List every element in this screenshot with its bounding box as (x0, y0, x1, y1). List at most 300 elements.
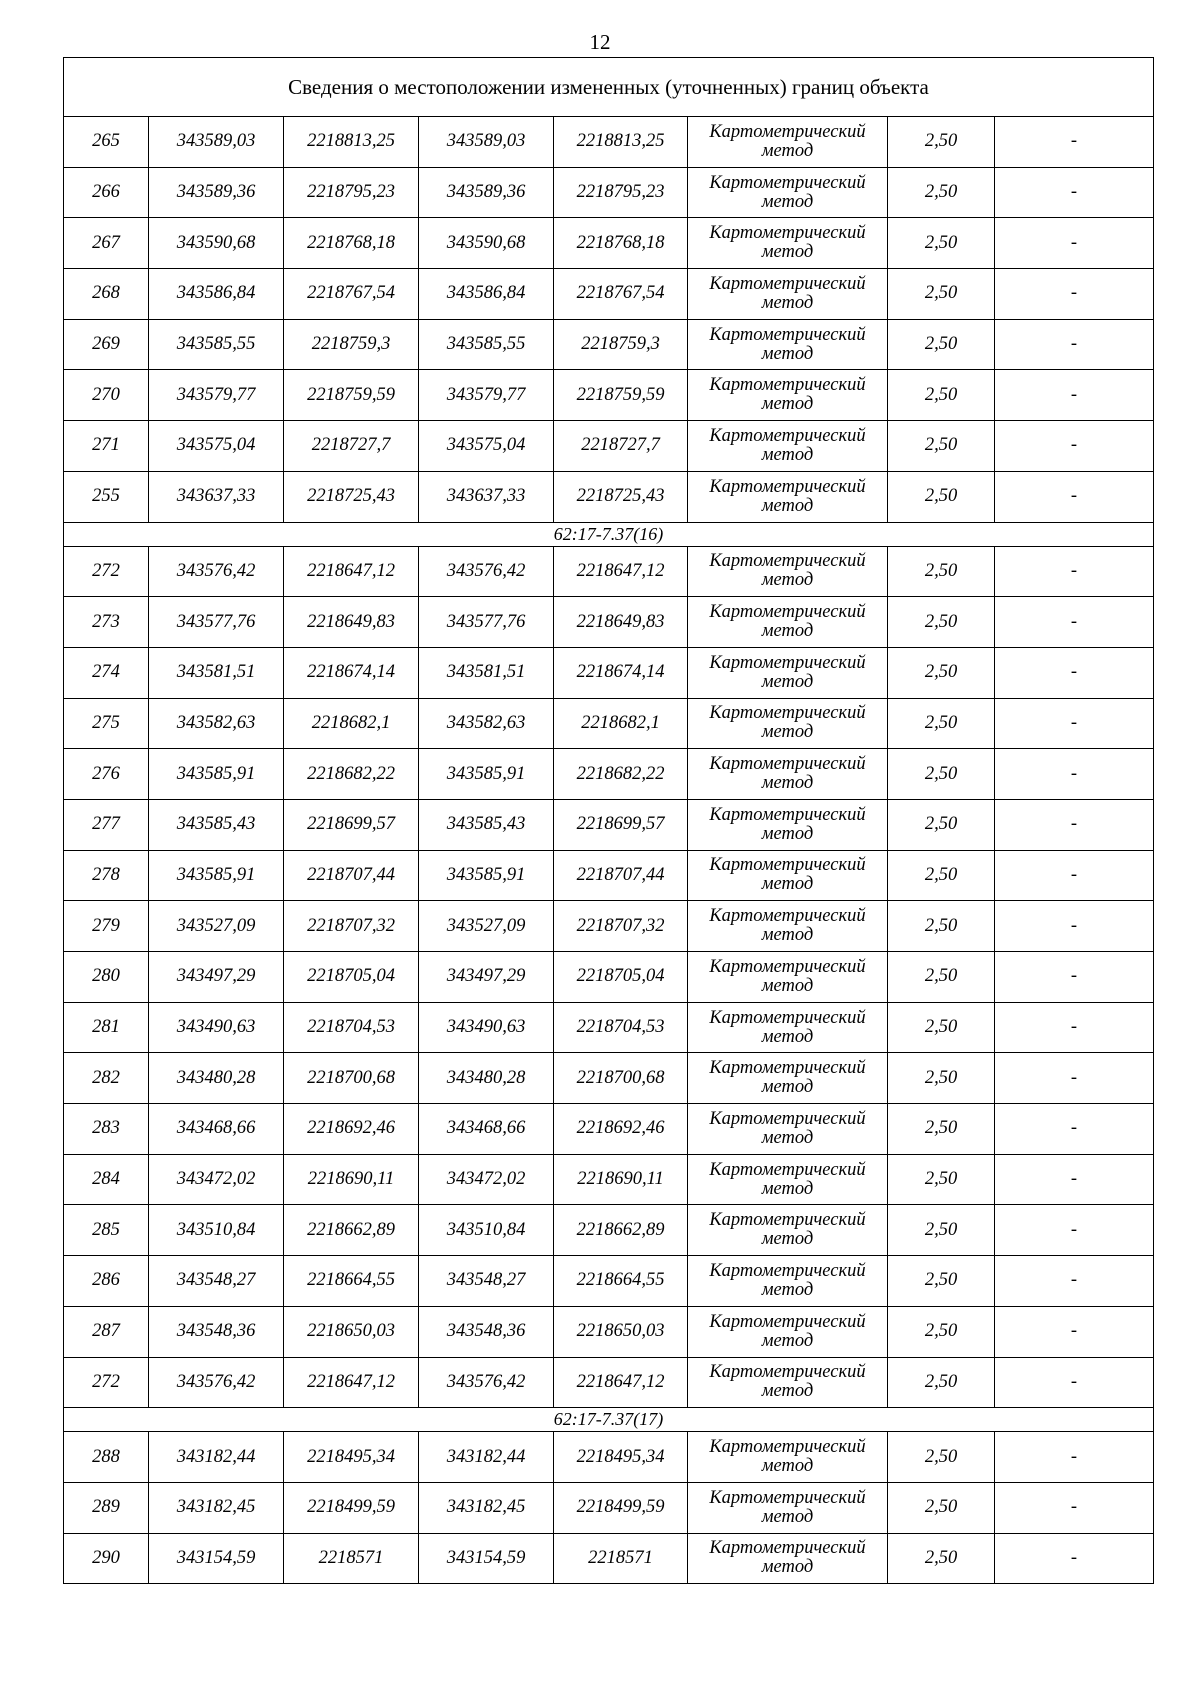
accuracy-cell: 2,50 (888, 421, 995, 472)
method-cell (688, 1205, 888, 1256)
existing-y-cell: 2218727,7 (284, 421, 419, 472)
existing-y-cell: 2218767,54 (284, 269, 419, 320)
accuracy-cell: 2,50 (888, 749, 995, 800)
group-label-row (64, 522, 1154, 546)
table-row (64, 167, 1154, 218)
point-number-cell: 281 (64, 1002, 149, 1053)
accuracy-cell: 2,50 (888, 952, 995, 1003)
existing-x-cell: 343589,36 (149, 167, 284, 218)
method-line-1: Картометрический (709, 1437, 866, 1458)
accuracy-cell: 2,50 (888, 269, 995, 320)
refined-y-cell: 2218650,03 (554, 1306, 688, 1357)
existing-y-cell: 2218699,57 (284, 799, 419, 850)
existing-x-cell: 343579,77 (149, 370, 284, 421)
method-line-1: Картометрический (709, 1487, 866, 1508)
method-line-2: метод (761, 621, 814, 642)
point-number-cell: 283 (64, 1104, 149, 1155)
refined-x-cell: 343472,02 (419, 1154, 554, 1205)
existing-x-cell: 343576,42 (149, 1357, 284, 1408)
existing-y-cell: 2218707,32 (284, 901, 419, 952)
method-cell (688, 218, 888, 269)
method-cell (688, 117, 888, 168)
table-row (64, 1002, 1154, 1053)
note-cell: - (995, 117, 1154, 168)
existing-x-cell: 343585,55 (149, 319, 284, 370)
method-line-2: метод (761, 1229, 814, 1250)
existing-x-cell: 343182,44 (149, 1432, 284, 1483)
table-row (64, 901, 1154, 952)
table-row (64, 1432, 1154, 1483)
point-number-cell: 275 (64, 698, 149, 749)
point-number-cell: 276 (64, 749, 149, 800)
method-line-2: метод (761, 1330, 814, 1351)
existing-x-cell: 343468,66 (149, 1104, 284, 1155)
method-line-2: метод (761, 1279, 814, 1300)
table-row (64, 1256, 1154, 1307)
note-cell: - (995, 1154, 1154, 1205)
refined-x-cell: 343182,44 (419, 1432, 554, 1483)
accuracy-cell: 2,50 (888, 1002, 995, 1053)
existing-x-cell: 343576,42 (149, 546, 284, 597)
note-cell: - (995, 218, 1154, 269)
table-row (64, 1053, 1154, 1104)
point-number-cell: 284 (64, 1154, 149, 1205)
accuracy-cell: 2,50 (888, 319, 995, 370)
method-line-1: Картометрический (709, 1058, 866, 1079)
method-line-2: метод (761, 1381, 814, 1402)
existing-y-cell: 2218705,04 (284, 952, 419, 1003)
method-line-2: метод (761, 1456, 814, 1477)
refined-x-cell: 343577,76 (419, 597, 554, 648)
note-cell: - (995, 421, 1154, 472)
method-cell (688, 319, 888, 370)
method-line-2: метод (761, 671, 814, 692)
method-line-2: метод (761, 495, 814, 516)
method-line-1: Картометрический (709, 602, 866, 623)
point-number-cell: 255 (64, 471, 149, 522)
point-number-cell: 269 (64, 319, 149, 370)
existing-y-cell: 2218664,55 (284, 1256, 419, 1307)
existing-y-cell: 2218674,14 (284, 647, 419, 698)
note-cell: - (995, 1256, 1154, 1307)
existing-x-cell: 343154,59 (149, 1533, 284, 1584)
method-cell (688, 647, 888, 698)
method-line-1: Картометрический (709, 703, 866, 724)
note-cell: - (995, 167, 1154, 218)
existing-y-cell: 2218700,68 (284, 1053, 419, 1104)
refined-x-cell: 343576,42 (419, 546, 554, 597)
refined-y-cell: 2218647,12 (554, 1357, 688, 1408)
method-cell (688, 1053, 888, 1104)
note-cell: - (995, 901, 1154, 952)
method-cell (688, 850, 888, 901)
method-line-1: Картометрический (709, 172, 866, 193)
refined-x-cell: 343548,27 (419, 1256, 554, 1307)
method-cell (688, 698, 888, 749)
group-label: 62:17-7.37(17) (64, 1408, 1154, 1432)
refined-x-cell: 343589,03 (419, 117, 554, 168)
accuracy-cell: 2,50 (888, 1053, 995, 1104)
existing-x-cell: 343182,45 (149, 1482, 284, 1533)
existing-y-cell: 2218704,53 (284, 1002, 419, 1053)
note-cell: - (995, 1432, 1154, 1483)
refined-x-cell: 343575,04 (419, 421, 554, 472)
point-number-cell: 287 (64, 1306, 149, 1357)
method-line-2: метод (761, 925, 814, 946)
table-row (64, 370, 1154, 421)
point-number-cell: 272 (64, 546, 149, 597)
group-label-row (64, 1408, 1154, 1432)
table-row (64, 698, 1154, 749)
method-line-1: Картометрический (709, 1007, 866, 1028)
existing-x-cell: 343577,76 (149, 597, 284, 648)
accuracy-cell: 2,50 (888, 1533, 995, 1584)
method-cell (688, 952, 888, 1003)
existing-x-cell: 343472,02 (149, 1154, 284, 1205)
refined-y-cell: 2218768,18 (554, 218, 688, 269)
method-line-1: Картометрический (709, 855, 866, 876)
accuracy-cell: 2,50 (888, 1104, 995, 1155)
existing-x-cell: 343497,29 (149, 952, 284, 1003)
refined-x-cell: 343480,28 (419, 1053, 554, 1104)
existing-y-cell: 2218759,59 (284, 370, 419, 421)
existing-x-cell: 343581,51 (149, 647, 284, 698)
method-cell (688, 749, 888, 800)
refined-y-cell: 2218795,23 (554, 167, 688, 218)
method-line-1: Картометрический (709, 1108, 866, 1129)
refined-x-cell: 343582,63 (419, 698, 554, 749)
coordinates-table (63, 57, 1154, 1584)
method-line-2: метод (761, 1178, 814, 1199)
point-number-cell: 280 (64, 952, 149, 1003)
method-cell (688, 1432, 888, 1483)
refined-y-cell: 2218682,1 (554, 698, 688, 749)
refined-x-cell: 343576,42 (419, 1357, 554, 1408)
accuracy-cell: 2,50 (888, 167, 995, 218)
existing-x-cell: 343585,91 (149, 749, 284, 800)
existing-y-cell: 2218571 (284, 1533, 419, 1584)
note-cell: - (995, 319, 1154, 370)
point-number-cell: 288 (64, 1432, 149, 1483)
table-row (64, 218, 1154, 269)
accuracy-cell: 2,50 (888, 850, 995, 901)
method-cell (688, 167, 888, 218)
method-line-1: Картометрический (709, 375, 866, 396)
method-line-2: метод (761, 773, 814, 794)
accuracy-cell: 2,50 (888, 597, 995, 648)
table-row (64, 1104, 1154, 1155)
point-number-cell: 266 (64, 167, 149, 218)
method-cell (688, 546, 888, 597)
refined-x-cell: 343590,68 (419, 218, 554, 269)
method-cell (688, 799, 888, 850)
table-row (64, 1306, 1154, 1357)
refined-x-cell: 343182,45 (419, 1482, 554, 1533)
table-row (64, 1357, 1154, 1408)
accuracy-cell: 2,50 (888, 1154, 995, 1205)
method-cell (688, 421, 888, 472)
accuracy-cell: 2,50 (888, 901, 995, 952)
existing-x-cell: 343575,04 (149, 421, 284, 472)
accuracy-cell: 2,50 (888, 799, 995, 850)
method-line-2: метод (761, 570, 814, 591)
method-line-1: Картометрический (709, 1311, 866, 1332)
method-cell (688, 1256, 888, 1307)
note-cell: - (995, 698, 1154, 749)
accuracy-cell: 2,50 (888, 647, 995, 698)
method-cell (688, 1002, 888, 1053)
note-cell: - (995, 597, 1154, 648)
point-number-cell: 265 (64, 117, 149, 168)
point-number-cell: 282 (64, 1053, 149, 1104)
refined-x-cell: 343497,29 (419, 952, 554, 1003)
method-line-2: метод (761, 1026, 814, 1047)
table-row (64, 952, 1154, 1003)
refined-y-cell: 2218690,11 (554, 1154, 688, 1205)
refined-x-cell: 343637,33 (419, 471, 554, 522)
method-line-2: метод (761, 140, 814, 161)
note-cell: - (995, 1533, 1154, 1584)
table-row (64, 1154, 1154, 1205)
table-row (64, 799, 1154, 850)
table-row (64, 1482, 1154, 1533)
existing-y-cell: 2218682,22 (284, 749, 419, 800)
existing-x-cell: 343637,33 (149, 471, 284, 522)
method-line-2: метод (761, 242, 814, 263)
method-cell (688, 1533, 888, 1584)
method-cell (688, 269, 888, 320)
method-line-1: Картометрический (709, 1538, 866, 1559)
accuracy-cell: 2,50 (888, 1357, 995, 1408)
refined-y-cell: 2218499,59 (554, 1482, 688, 1533)
method-line-2: метод (761, 1506, 814, 1527)
method-line-1: Картометрический (709, 754, 866, 775)
method-cell (688, 1357, 888, 1408)
refined-y-cell: 2218664,55 (554, 1256, 688, 1307)
method-line-2: метод (761, 874, 814, 895)
point-number-cell: 289 (64, 1482, 149, 1533)
method-line-1: Картометрический (709, 324, 866, 345)
accuracy-cell: 2,50 (888, 546, 995, 597)
refined-y-cell: 2218495,34 (554, 1432, 688, 1483)
note-cell: - (995, 471, 1154, 522)
point-number-cell: 268 (64, 269, 149, 320)
existing-x-cell: 343548,36 (149, 1306, 284, 1357)
accuracy-cell: 2,50 (888, 1256, 995, 1307)
method-cell (688, 1306, 888, 1357)
table-row (64, 117, 1154, 168)
method-line-2: метод (761, 1557, 814, 1578)
note-cell: - (995, 546, 1154, 597)
refined-y-cell: 2218704,53 (554, 1002, 688, 1053)
existing-y-cell: 2218725,43 (284, 471, 419, 522)
table-row (64, 1205, 1154, 1256)
method-cell (688, 597, 888, 648)
refined-x-cell: 343579,77 (419, 370, 554, 421)
existing-y-cell: 2218662,89 (284, 1205, 419, 1256)
table-row (64, 546, 1154, 597)
existing-x-cell: 343510,84 (149, 1205, 284, 1256)
accuracy-cell: 2,50 (888, 698, 995, 749)
refined-y-cell: 2218662,89 (554, 1205, 688, 1256)
existing-y-cell: 2218499,59 (284, 1482, 419, 1533)
table-row (64, 597, 1154, 648)
point-number-cell: 277 (64, 799, 149, 850)
point-number-cell: 267 (64, 218, 149, 269)
method-cell (688, 1154, 888, 1205)
note-cell: - (995, 1482, 1154, 1533)
note-cell: - (995, 1357, 1154, 1408)
method-line-1: Картометрический (709, 476, 866, 497)
refined-y-cell: 2218759,3 (554, 319, 688, 370)
note-cell: - (995, 1205, 1154, 1256)
note-cell: - (995, 647, 1154, 698)
existing-x-cell: 343586,84 (149, 269, 284, 320)
method-line-2: метод (761, 394, 814, 415)
refined-x-cell: 343490,63 (419, 1002, 554, 1053)
existing-y-cell: 2218707,44 (284, 850, 419, 901)
refined-y-cell: 2218647,12 (554, 546, 688, 597)
method-cell (688, 901, 888, 952)
existing-y-cell: 2218692,46 (284, 1104, 419, 1155)
method-line-1: Картометрический (709, 551, 866, 572)
existing-y-cell: 2218650,03 (284, 1306, 419, 1357)
accuracy-cell: 2,50 (888, 1482, 995, 1533)
note-cell: - (995, 1104, 1154, 1155)
note-cell: - (995, 952, 1154, 1003)
refined-y-cell: 2218692,46 (554, 1104, 688, 1155)
point-number-cell: 278 (64, 850, 149, 901)
accuracy-cell: 2,50 (888, 471, 995, 522)
table-row (64, 749, 1154, 800)
point-number-cell: 279 (64, 901, 149, 952)
point-number-cell: 272 (64, 1357, 149, 1408)
existing-x-cell: 343585,43 (149, 799, 284, 850)
point-number-cell: 290 (64, 1533, 149, 1584)
method-line-1: Картометрический (709, 1260, 866, 1281)
existing-y-cell: 2218690,11 (284, 1154, 419, 1205)
method-line-1: Картометрический (709, 956, 866, 977)
refined-y-cell: 2218571 (554, 1533, 688, 1584)
refined-y-cell: 2218813,25 (554, 117, 688, 168)
method-line-2: метод (761, 292, 814, 313)
method-line-1: Картометрический (709, 1362, 866, 1383)
refined-x-cell: 343510,84 (419, 1205, 554, 1256)
existing-x-cell: 343585,91 (149, 850, 284, 901)
refined-y-cell: 2218727,7 (554, 421, 688, 472)
point-number-cell: 286 (64, 1256, 149, 1307)
existing-y-cell: 2218495,34 (284, 1432, 419, 1483)
table-row (64, 471, 1154, 522)
refined-x-cell: 343468,66 (419, 1104, 554, 1155)
existing-y-cell: 2218759,3 (284, 319, 419, 370)
method-line-1: Картометрический (709, 906, 866, 927)
page-number: 12 (589, 30, 611, 54)
method-line-2: метод (761, 343, 814, 364)
method-cell (688, 1104, 888, 1155)
note-cell: - (995, 370, 1154, 421)
existing-x-cell: 343490,63 (149, 1002, 284, 1053)
existing-x-cell: 343527,09 (149, 901, 284, 952)
method-line-2: метод (761, 191, 814, 212)
point-number-cell: 270 (64, 370, 149, 421)
existing-x-cell: 343589,03 (149, 117, 284, 168)
method-line-2: метод (761, 444, 814, 465)
refined-y-cell: 2218707,32 (554, 901, 688, 952)
table-row (64, 850, 1154, 901)
table-row (64, 647, 1154, 698)
group-label: 62:17-7.37(16) (64, 522, 1154, 546)
note-cell: - (995, 799, 1154, 850)
method-line-1: Картометрический (709, 425, 866, 446)
refined-x-cell: 343585,43 (419, 799, 554, 850)
note-cell: - (995, 1053, 1154, 1104)
refined-x-cell: 343154,59 (419, 1533, 554, 1584)
refined-y-cell: 2218699,57 (554, 799, 688, 850)
point-number-cell: 274 (64, 647, 149, 698)
refined-y-cell: 2218682,22 (554, 749, 688, 800)
accuracy-cell: 2,50 (888, 117, 995, 168)
method-line-2: метод (761, 975, 814, 996)
point-number-cell: 285 (64, 1205, 149, 1256)
refined-x-cell: 343585,91 (419, 850, 554, 901)
method-line-2: метод (761, 722, 814, 743)
existing-y-cell: 2218682,1 (284, 698, 419, 749)
refined-y-cell: 2218707,44 (554, 850, 688, 901)
refined-y-cell: 2218705,04 (554, 952, 688, 1003)
accuracy-cell: 2,50 (888, 1205, 995, 1256)
accuracy-cell: 2,50 (888, 1306, 995, 1357)
method-line-1: Картометрический (709, 121, 866, 142)
note-cell: - (995, 1002, 1154, 1053)
table-row (64, 269, 1154, 320)
refined-y-cell: 2218649,83 (554, 597, 688, 648)
existing-y-cell: 2218647,12 (284, 1357, 419, 1408)
refined-x-cell: 343581,51 (419, 647, 554, 698)
existing-y-cell: 2218768,18 (284, 218, 419, 269)
method-line-1: Картометрический (709, 652, 866, 673)
accuracy-cell: 2,50 (888, 218, 995, 269)
table-row (64, 421, 1154, 472)
refined-x-cell: 343586,84 (419, 269, 554, 320)
method-line-1: Картометрический (709, 804, 866, 825)
method-line-2: метод (761, 823, 814, 844)
refined-x-cell: 343585,91 (419, 749, 554, 800)
note-cell: - (995, 749, 1154, 800)
refined-x-cell: 343527,09 (419, 901, 554, 952)
refined-y-cell: 2218700,68 (554, 1053, 688, 1104)
refined-x-cell: 343548,36 (419, 1306, 554, 1357)
method-line-1: Картометрический (709, 223, 866, 244)
accuracy-cell: 2,50 (888, 1432, 995, 1483)
existing-y-cell: 2218647,12 (284, 546, 419, 597)
method-line-1: Картометрический (709, 1210, 866, 1231)
point-number-cell: 273 (64, 597, 149, 648)
refined-y-cell: 2218674,14 (554, 647, 688, 698)
table-body (64, 58, 1154, 1584)
method-line-1: Картометрический (709, 1159, 866, 1180)
method-cell (688, 1482, 888, 1533)
table-row (64, 1533, 1154, 1584)
method-line-1: Картометрический (709, 273, 866, 294)
method-cell (688, 471, 888, 522)
method-line-2: метод (761, 1077, 814, 1098)
existing-x-cell: 343548,27 (149, 1256, 284, 1307)
note-cell: - (995, 1306, 1154, 1357)
table-title-row (64, 58, 1154, 117)
point-number-cell: 271 (64, 421, 149, 472)
note-cell: - (995, 269, 1154, 320)
